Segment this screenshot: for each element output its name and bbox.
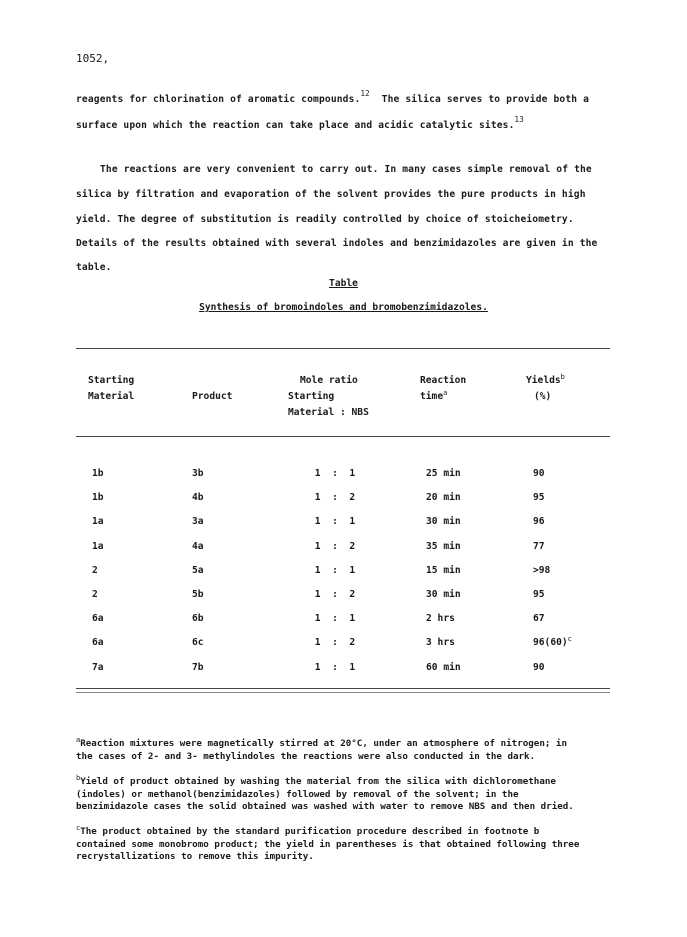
table-label: Table bbox=[329, 278, 358, 289]
cell-yield-value: 95 bbox=[533, 492, 545, 503]
table-header-rule bbox=[76, 436, 610, 437]
cell-starting-material: 2 bbox=[92, 589, 98, 600]
header-mole-ratio bbox=[288, 373, 369, 421]
cell-product: 3b bbox=[192, 468, 204, 479]
header-starting-material bbox=[88, 373, 134, 405]
footnote-a-mark: a bbox=[76, 736, 81, 744]
header-time-mark: a bbox=[443, 389, 448, 397]
cell-reaction-time: 35 min bbox=[426, 541, 461, 552]
cell-yield bbox=[533, 613, 545, 624]
header-starting: Starting bbox=[88, 375, 135, 386]
cell-mole-ratio: 1 : 1 bbox=[314, 516, 356, 527]
cell-reaction-time: 25 min bbox=[426, 468, 461, 479]
cell-yield-value: 96 bbox=[533, 516, 545, 527]
table-bottom-rule bbox=[76, 688, 610, 689]
cell-reaction-time: 20 min bbox=[426, 492, 461, 503]
footnote-c-mark: c bbox=[76, 824, 81, 832]
cell-yield bbox=[533, 589, 545, 600]
cell-yield-value: 90 bbox=[533, 468, 545, 479]
footnote-c-text-1: The product obtained by the standard purification procedure described in footnote b bbox=[80, 826, 540, 837]
header-yields bbox=[526, 373, 565, 405]
footnote-b-line-3: benzimidazole cases the solid obtained was washed with water to remove NBS and then dried. bbox=[76, 801, 574, 812]
cell-starting-material: 1b bbox=[92, 468, 104, 479]
cell-starting-material: 1a bbox=[92, 516, 104, 527]
footnote-b bbox=[76, 776, 636, 814]
header-yields-text: Yields bbox=[526, 375, 561, 386]
header-time bbox=[420, 389, 466, 405]
header-mole-ratio-line3: Material : NBS bbox=[288, 407, 369, 418]
header-yields-line1 bbox=[526, 373, 565, 389]
header-time-text: time bbox=[420, 391, 444, 402]
paragraph-1-line-1 bbox=[76, 89, 590, 105]
cell-reaction-time: 60 min bbox=[426, 662, 461, 673]
cell-reaction-time: 30 min bbox=[426, 589, 461, 600]
cell-mole-ratio: 1 : 1 bbox=[314, 662, 356, 673]
cell-yield-value: 67 bbox=[533, 613, 545, 624]
cell-yield-value: 90 bbox=[533, 662, 545, 673]
cell-mole-ratio: 1 : 2 bbox=[314, 589, 356, 600]
cell-starting-material: 1a bbox=[92, 541, 104, 552]
cell-mole-ratio: 1 : 1 bbox=[314, 468, 356, 479]
footnote-a bbox=[76, 738, 636, 763]
cell-yield-value: 95 bbox=[533, 589, 545, 600]
cell-mole-ratio: 1 : 1 bbox=[314, 565, 356, 576]
reference-13: 13 bbox=[514, 115, 524, 124]
footnote-a-line-1 bbox=[76, 738, 636, 751]
header-product: Product bbox=[192, 391, 233, 402]
cell-yield-value: 77 bbox=[533, 541, 545, 552]
table-bottom-rule-2 bbox=[76, 692, 610, 693]
footnote-b-line-1 bbox=[76, 776, 636, 789]
footnote-b-text-1: Yield of product obtained by washing the material from the silica with dichloromethane bbox=[80, 776, 556, 787]
page-number: 1052, bbox=[76, 52, 110, 65]
cell-product: 4b bbox=[192, 492, 204, 503]
header-reaction: Reaction bbox=[420, 375, 467, 386]
cell-yield-value: >98 bbox=[533, 565, 551, 576]
cell-yield bbox=[533, 662, 545, 673]
cell-starting-material: 6a bbox=[92, 637, 104, 648]
cell-starting-material: 1b bbox=[92, 492, 104, 503]
cell-product: 4a bbox=[192, 541, 204, 552]
table-top-rule bbox=[76, 348, 610, 349]
cell-starting-material: 7a bbox=[92, 662, 104, 673]
para1-line1-text: reagents for chlorination of aromatic compounds. bbox=[76, 94, 361, 105]
cell-starting-material: 2 bbox=[92, 565, 98, 576]
reference-12: 12 bbox=[360, 89, 370, 98]
para1-line1-tail: The silica serves to provide both a bbox=[381, 94, 590, 105]
footnote-c bbox=[76, 826, 636, 864]
cell-product: 6c bbox=[192, 637, 204, 648]
paragraph-2-line-3: yield. The degree of substitution is readily controlled by choice of stoicheiometry. bbox=[76, 214, 574, 225]
cell-yield-value: 96(60) bbox=[533, 637, 568, 648]
table-label-container bbox=[0, 278, 687, 289]
cell-mole-ratio: 1 : 2 bbox=[314, 492, 356, 503]
footnote-c-line-3: recrystallizations to remove this impurity. bbox=[76, 851, 314, 862]
para1-line2-text: surface upon which the reaction can take place and acidic catalytic sites. bbox=[76, 120, 515, 131]
header-reaction-time bbox=[420, 373, 466, 405]
paragraph-2-line-1: The reactions are very convenient to carry out. In many cases simple removal of the bbox=[100, 164, 592, 175]
paragraph-2-line-4: Details of the results obtained with several indoles and benzimidazoles are given in the bbox=[76, 238, 598, 249]
cell-yield bbox=[533, 516, 545, 527]
header-material: Material bbox=[88, 391, 135, 402]
paragraph-1-line-2 bbox=[76, 115, 524, 131]
cell-product: 3a bbox=[192, 516, 204, 527]
cell-mole-ratio: 1 : 1 bbox=[314, 613, 356, 624]
paragraph-2-line-2: silica by filtration and evaporation of the solvent provides the pure products in high bbox=[76, 189, 586, 200]
header-yields-mark: b bbox=[560, 373, 565, 381]
cell-reaction-time: 2 hrs bbox=[426, 613, 455, 624]
cell-starting-material: 6a bbox=[92, 613, 104, 624]
footnote-c-line-1 bbox=[76, 826, 636, 839]
footnote-a-line-2: the cases of 2- and 3- methylindoles the reactions were also conducted in the dark. bbox=[76, 750, 536, 762]
footnote-b-line-2: (indoles) or methanol(benzimidazoles) followed by removal of the solvent; in the bbox=[76, 788, 519, 800]
cell-yield bbox=[533, 492, 545, 503]
cell-product: 5a bbox=[192, 565, 204, 576]
footnote-c-line-2: contained some monobromo product; the yield in parentheses is that obtained following three bbox=[76, 838, 580, 850]
header-mole-ratio-line2: Starting bbox=[288, 391, 335, 402]
paragraph-2-line-5: table. bbox=[76, 262, 112, 273]
footnote-b-mark: b bbox=[76, 774, 81, 782]
cell-yield bbox=[533, 565, 550, 576]
cell-mole-ratio: 1 : 2 bbox=[314, 541, 356, 552]
cell-yield bbox=[533, 637, 572, 648]
cell-mole-ratio: 1 : 2 bbox=[314, 637, 356, 648]
footnote-a-text-1: Reaction mixtures were magnetically stirred at 20°C, under an atmosphere of nitrogen; in bbox=[80, 738, 567, 749]
cell-reaction-time: 30 min bbox=[426, 516, 461, 527]
table-title-container bbox=[0, 302, 687, 313]
header-yields-unit: (%) bbox=[534, 391, 552, 402]
cell-yield bbox=[533, 468, 545, 479]
cell-product: 5b bbox=[192, 589, 204, 600]
cell-product: 7b bbox=[192, 662, 204, 673]
cell-yield bbox=[533, 541, 545, 552]
table-title: Synthesis of bromoindoles and bromobenzimidazoles. bbox=[199, 302, 488, 313]
cell-reaction-time: 3 hrs bbox=[426, 637, 455, 648]
cell-product: 6b bbox=[192, 613, 204, 624]
cell-yield-mark: c bbox=[567, 635, 572, 643]
cell-reaction-time: 15 min bbox=[426, 565, 461, 576]
header-mole-ratio-line1: Mole ratio bbox=[300, 375, 358, 386]
